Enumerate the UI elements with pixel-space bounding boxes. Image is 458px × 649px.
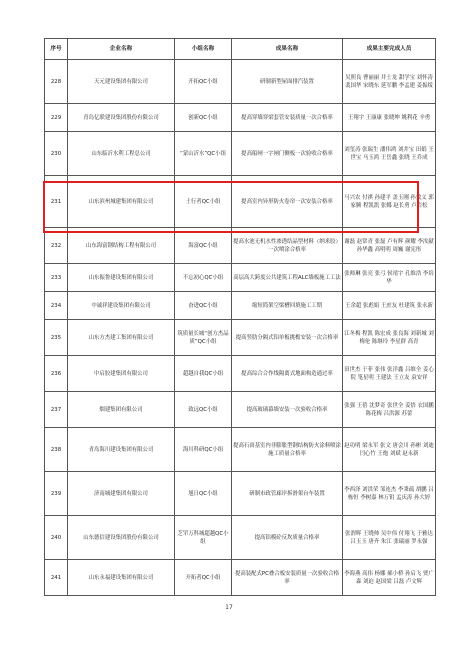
header-number: 序号	[45, 39, 68, 60]
group-name: 奋进QC小组	[175, 292, 232, 320]
members: 王余超 张彪娟 王庶友 杜建筑 张永新	[343, 292, 436, 320]
table-row	[45, 320, 436, 356]
row-number: 238	[45, 428, 68, 472]
group-name: 海川科研QC小组	[175, 428, 232, 472]
result-name: 提高综合合作线隔离式地面构造通过率	[232, 356, 343, 392]
company-name: 山东振鲁建设集团有限公司	[68, 264, 175, 292]
group-name: 筑质量长城“创方杰品质”QC小组	[175, 320, 232, 356]
group-name: 土行者QC小组	[175, 176, 232, 228]
group-name: 不忘初心QC小组	[175, 264, 232, 292]
group-name: 芝罘万科城超越QC小组	[175, 516, 232, 560]
members: 谢磊 赵常青 张磊 卢有辉 颜耀 李汝献 孙华鑫 高明明 周巍 谢宪彤	[343, 228, 436, 264]
result-name: 提高船闸一字闸门侧板一次验收合格率	[232, 132, 343, 176]
result-name: 研制新型屋面排汽装置	[232, 60, 343, 104]
header-company: 企业名称	[68, 39, 175, 60]
company-name: 山东德信建设集团股份有限公司	[68, 516, 175, 560]
result-name: 提高铝模砼反坎质量合格率	[232, 516, 343, 560]
result-name: 提高石膏基室内非膨胀型钢结构防火涂料喷涂施工质量合格率	[232, 428, 343, 472]
result-name: 提高穿墙穿梁套管安装质量一次合格率	[232, 104, 343, 132]
header-group: 小组名称	[175, 39, 232, 60]
members: 王翔宇 王康康 张晓坤 姚利花 辛勇	[343, 104, 436, 132]
members: 李西泽 刘洪荣 邹连杰 李秉疏 胡鹏 吕栋恒 李树嘉 林万钥 孟庆涛 孙大婷	[343, 472, 436, 516]
table-row	[45, 392, 436, 428]
row-number: 233	[45, 264, 68, 292]
row-number: 229	[45, 104, 68, 132]
company-name: 天元建设集团有限公司	[68, 60, 175, 104]
members: 马兴农 付祺 孙建平 盖玉刚 孙效义 郭家腾 程凯凯 张娜 赵长勇 卢岩松	[343, 176, 436, 228]
group-name: 开拓QC小组	[175, 60, 232, 104]
table-row	[45, 516, 436, 560]
members: 吴照良 曹丽丽 井士龙 甜学宝 刘怀涛 裴国华 宋晓东 延军鹏 李孟建 姜振绥	[343, 60, 436, 104]
company-name: 山东临沂水利工程总公司	[68, 132, 175, 176]
result-name: 提高玻璃幕墙安装一次验收合格率	[232, 392, 343, 428]
table-body	[45, 60, 436, 596]
row-number: 236	[45, 356, 68, 392]
header-result: 成果名称	[232, 39, 343, 60]
table-row	[45, 356, 436, 392]
group-name: 旭日QC小组	[175, 472, 232, 516]
table-row	[45, 104, 436, 132]
members: 张师琳 张亮 张弓 侯靖宇 孔维浩 李培华	[343, 264, 436, 292]
company-name: 山东滨州城建集团有限公司	[68, 176, 175, 228]
members: 赵功明 梁永军 张文 唐会川 孙彬 刘迪 闫心竹 王炮 刘斌 赵永新	[343, 428, 436, 472]
table-row	[45, 176, 436, 228]
page-number: 17	[225, 604, 233, 611]
company-name: 山东永福建设集团有限公司	[68, 560, 175, 596]
row-number: 237	[45, 392, 68, 428]
members: 张强 王蓓 沈梦奇 张世全 姜悟 衣国鹏 陈花梅 吕洪源 苏蕾	[343, 392, 436, 428]
members: 刘玺涛 张瑞生 潘伟鸿 刘井宝 田娟 王世宝 马玉鸿 王岳鑫 张晓 王乔成	[343, 132, 436, 176]
result-name: 提高水池无机水性渗透结晶型材料（纳米胶）一次喷涂合格率	[232, 228, 343, 264]
row-number: 239	[45, 472, 68, 516]
company-name: 中启胶建集团有限公司	[68, 356, 175, 392]
group-name: 致远QC小组	[175, 392, 232, 428]
table-header-row	[45, 39, 436, 60]
members: 田世杰 于菲 张伟 张洋鑫 吕维全 姜心院 笔星明 王建法 王立友 袁安祥	[343, 356, 436, 392]
members: 李海燕 高伟 杨娜 郝小桥 孙启飞 贾广森 刘迫 赵国梁 吕磊 卢文辉	[343, 560, 436, 596]
result-name: 提高装配式PC叠合板安装质量一次验收合格率	[232, 560, 343, 596]
table-row	[45, 132, 436, 176]
result-name: 提高室内异形防火卷帘一次安装合格率	[232, 176, 343, 228]
row-number: 235	[45, 320, 68, 356]
result-name: 高层高大跨度公共建筑工程ALC墙板施工工法	[232, 264, 343, 292]
group-name: “蒙山沂水”QC小组	[175, 132, 232, 176]
row-number: 231	[45, 176, 68, 228]
table-row	[45, 292, 436, 320]
result-name: 提高竖肋分隔式铝单板挑檐安装一次合格率	[232, 320, 343, 356]
table-row	[45, 60, 436, 104]
company-name: 中诚祥建设集团有限公司	[68, 292, 175, 320]
row-number: 240	[45, 516, 68, 560]
company-name: 济南城建集团有限公司	[68, 472, 175, 516]
group-name: 创新QC小组	[175, 104, 232, 132]
group-name: 超越自我QC小组	[175, 356, 232, 392]
group-name: 开拓者QC小组	[175, 560, 232, 596]
table-row	[45, 264, 436, 292]
table-row	[45, 472, 436, 516]
table-row	[45, 228, 436, 264]
result-name: 缩短简架空梁槽回填施工工期	[232, 292, 343, 320]
group-name: 海富QC小组	[175, 228, 232, 264]
company-name: 山东方杰建工集团有限公司	[68, 320, 175, 356]
row-number: 234	[45, 292, 68, 320]
company-name: 山东海富钢结构工程有限公司	[68, 228, 175, 264]
row-number: 228	[45, 60, 68, 104]
members: 江冬梅 程凯 陈宏成 张良海 刘新城 刘梅伦 陈继玲 李星群 高青	[343, 320, 436, 356]
members: 张渭晖 王晓帅 吴中伟 付翔飞 于雅达 吕玉玉 唐齐 朱江 张瑞丽 罗永强	[343, 516, 436, 560]
result-name: 研制市政管廊岸拆滑架台车装置	[232, 472, 343, 516]
row-number: 241	[45, 560, 68, 596]
table-row	[45, 428, 436, 472]
company-name: 青岛海川建设集团有限公司	[68, 428, 175, 472]
results-table	[44, 38, 436, 596]
company-name: 青岛亿联建设集团股份有限公司	[68, 104, 175, 132]
row-number: 232	[45, 228, 68, 264]
company-name: 烟建集团有限公司	[68, 392, 175, 428]
header-members: 成果主要完成人员	[343, 39, 436, 60]
table-row	[45, 560, 436, 596]
row-number: 230	[45, 132, 68, 176]
